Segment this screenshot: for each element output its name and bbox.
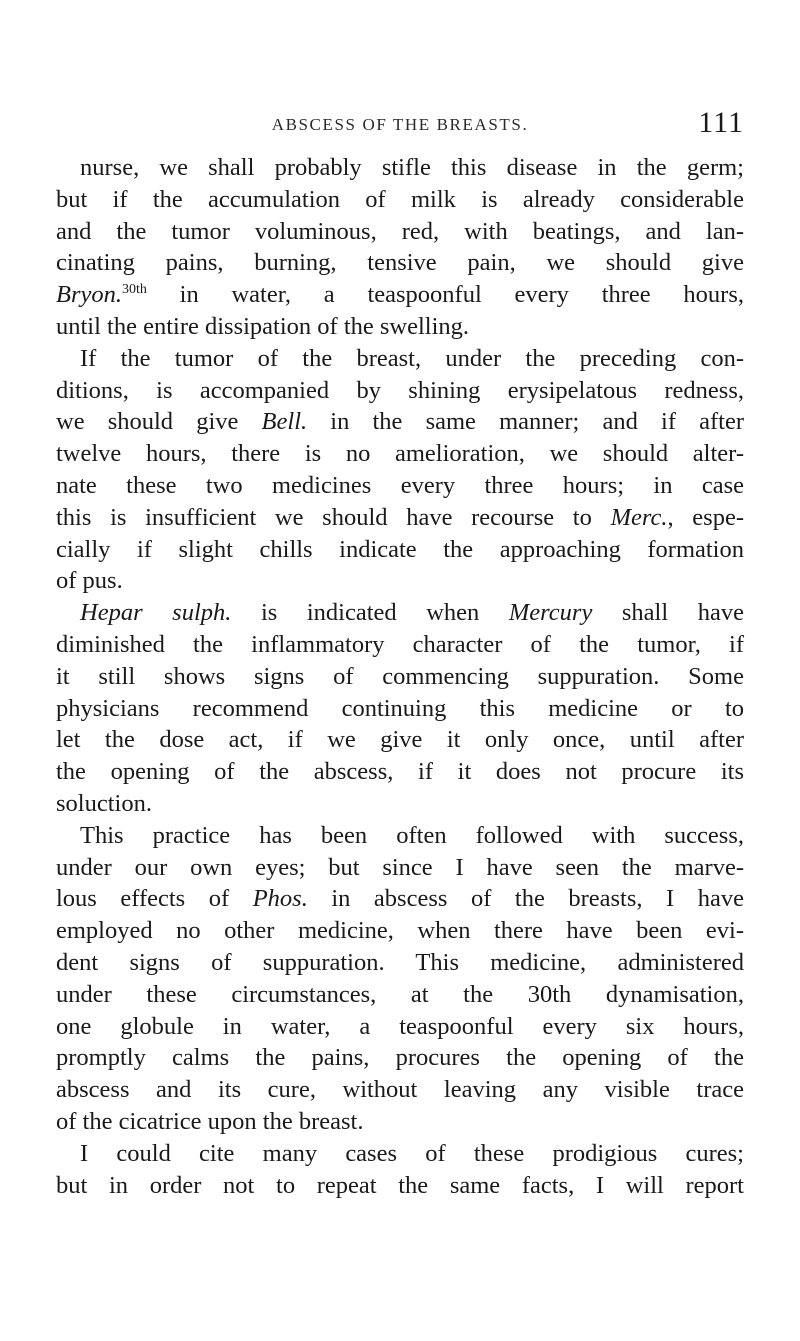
text-run: I could cite many cases of these prodigious cures; <box>80 1139 744 1167</box>
text-run: twelve hours, there is no amelioration, we should alter- <box>56 440 744 468</box>
text-run: this is insufficient we should have recourse to <box>56 503 611 531</box>
text-run: until the entire dissipation of the swelling. <box>56 312 470 340</box>
text-line <box>56 724 744 756</box>
text-run: shall have <box>592 599 744 627</box>
text-line <box>56 979 744 1011</box>
text-line <box>56 311 744 343</box>
text-run: If the tumor of the breast, under the preceding con- <box>80 344 744 372</box>
text-run: lous effects of <box>56 885 253 913</box>
text-line <box>56 216 744 248</box>
text-run: cially if slight chills indicate the approaching formation <box>56 535 744 563</box>
remedy-name: Mercury <box>508 599 593 627</box>
text-run: we should give <box>56 408 262 436</box>
text-run: abscess and its cure, without leaving any visible trace <box>56 1076 744 1104</box>
text-run: ditions, is accompanied by shining erysipelatous redness, <box>56 376 744 404</box>
text-line <box>56 947 744 979</box>
text-line <box>56 693 744 725</box>
text-run: and the tumor voluminous, red, with beatings, and lan- <box>56 217 744 245</box>
text-line <box>56 756 744 788</box>
paragraph <box>56 152 744 343</box>
text-line <box>56 184 744 216</box>
text-run: employed no other medicine, when there have been evi- <box>56 917 744 945</box>
body-text <box>56 152 744 1201</box>
text-run: dent signs of suppuration. This medicine, administered <box>56 948 744 976</box>
text-run: nurse, we shall probably stifle this disease in the germ; <box>80 154 744 181</box>
page-number: 111 <box>698 106 744 139</box>
running-head <box>56 108 744 144</box>
text-line <box>56 915 744 947</box>
text-run: but in order not to repeat the same facts, I will report <box>56 1171 744 1199</box>
text-run: nate these two medicines every three hours; in case <box>56 471 744 499</box>
paragraph <box>56 820 744 1138</box>
text-line <box>56 470 744 502</box>
text-line <box>56 661 744 693</box>
text-line <box>56 1170 744 1202</box>
text-run: under our own eyes; but since I have seen the marve- <box>56 853 744 881</box>
text-line <box>56 597 744 629</box>
text-run: of pus. <box>56 567 123 595</box>
text-line <box>56 788 744 820</box>
text-run: in the same manner; and if after <box>307 408 745 436</box>
text-line <box>56 1074 744 1106</box>
text-line <box>56 152 744 184</box>
text-line <box>56 375 744 407</box>
remedy-name: Merc. <box>610 503 668 531</box>
text-line <box>56 1042 744 1074</box>
remedy-name: Bryon. <box>56 281 122 309</box>
text-line <box>56 1138 744 1170</box>
text-run: in water, a teaspoonful every three hours, <box>146 281 744 309</box>
text-run: is indicated when <box>231 599 509 627</box>
running-title: ABSCESS OF THE BREASTS. <box>271 115 529 134</box>
text-run: it still shows signs of commencing suppuration. Some <box>56 662 744 690</box>
text-line <box>56 406 744 438</box>
paragraph <box>56 597 744 820</box>
remedy-name: Phos. <box>252 885 308 913</box>
text-run: in abscess of the breasts, I have <box>307 885 744 913</box>
paragraph <box>56 1138 744 1202</box>
text-run: This practice has been often followed with success, <box>80 821 744 849</box>
text-line <box>56 852 744 884</box>
text-run: the opening of the abscess, if it does not procure its <box>56 758 744 786</box>
text-line <box>56 1011 744 1043</box>
text-line <box>56 820 744 852</box>
text-run: promptly calms the pains, procures the opening of the <box>56 1044 744 1072</box>
text-line <box>56 279 744 311</box>
text-run: cinating pains, burning, tensive pain, we should give <box>56 249 744 277</box>
text-run: , espe- <box>667 503 744 531</box>
text-line <box>56 534 744 566</box>
text-line <box>56 438 744 470</box>
text-run: of the cicatrice upon the breast. <box>56 1107 364 1135</box>
remedy-name: Hepar sulph. <box>80 599 232 627</box>
text-line <box>56 502 744 534</box>
text-line <box>56 1106 744 1138</box>
paragraph <box>56 343 744 597</box>
text-line <box>56 343 744 375</box>
text-run: one globule in water, a teaspoonful every six hours, <box>56 1012 744 1040</box>
remedy-name: Bell. <box>261 408 308 436</box>
text-run: soluction. <box>56 789 152 817</box>
text-line <box>56 883 744 915</box>
text-run: diminished the inflammatory character of the tumor, if <box>56 630 744 658</box>
superscript: 30th <box>122 282 147 298</box>
text-line <box>56 565 744 597</box>
text-line <box>56 247 744 279</box>
text-run: physicians recommend continuing this medicine or to <box>56 694 744 722</box>
text-run: under these circumstances, at the 30th dynamisation, <box>56 980 744 1008</box>
text-run: let the dose act, if we give it only once, until after <box>56 726 744 754</box>
text-line <box>56 629 744 661</box>
text-run: but if the accumulation of milk is already considerable <box>56 185 744 213</box>
